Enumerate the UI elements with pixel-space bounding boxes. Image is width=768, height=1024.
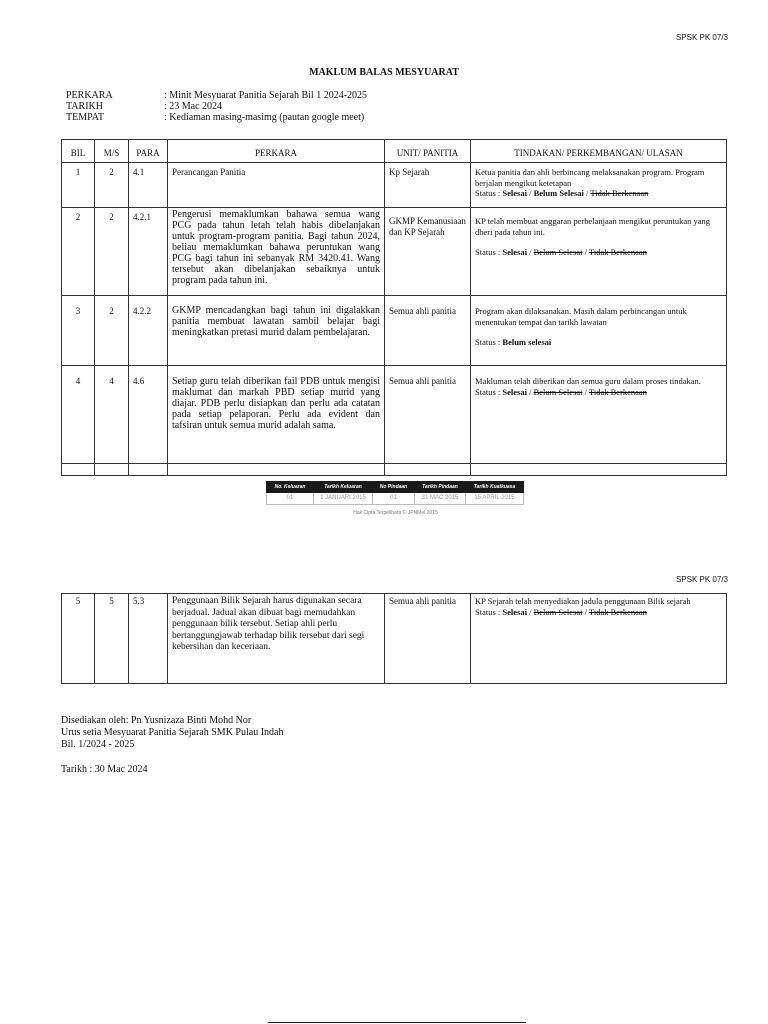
issue-header: No. Keluaran bbox=[267, 482, 314, 493]
issue-value: 31 MAC 2015 bbox=[415, 493, 466, 505]
cell-unit: Semua ahli panitia bbox=[385, 594, 471, 684]
tindakan-text: Ketua panitia dan ahli berbincang melaksanakan program. Program berjalan mengikut ketetapan bbox=[475, 167, 705, 188]
meta-row-tempat bbox=[66, 112, 367, 123]
cell-unit: Kp Sejarah bbox=[385, 163, 471, 208]
issue-header: No Pindaan bbox=[373, 482, 415, 493]
meta-row-perkara bbox=[66, 90, 367, 101]
status-line bbox=[475, 188, 722, 199]
meta-value: : Minit Mesyuarat Panitia Sejarah Bil 1 2024-2025 bbox=[164, 90, 368, 101]
header-perkara: PERKARA bbox=[168, 140, 385, 163]
status-sep: / bbox=[526, 386, 534, 397]
issue-value: 1 JANUARI 2015 bbox=[314, 493, 373, 505]
cell-unit: Semua ahli panitia bbox=[385, 296, 471, 366]
cell-ms: 4 bbox=[95, 366, 129, 464]
header-ms: M/S bbox=[95, 140, 129, 163]
cell-bil: 2 bbox=[62, 208, 95, 296]
status-belum-selesai: Belum Selesai bbox=[533, 606, 583, 617]
cell-ms: 2 bbox=[95, 208, 129, 296]
cell-para: 4.2.2 bbox=[129, 296, 168, 366]
cell-perkara: GKMP mencadangkan bagi tahun ini digalakkan panitia membuat lawatan sambil belajar bagi meningkatkan pretasi murid dalam pembelajaran. bbox=[168, 296, 385, 366]
cell-para: 4.1 bbox=[129, 163, 168, 208]
meeting-number: Bil. 1/2024 - 2025 bbox=[61, 739, 135, 750]
status-prefix: Status : bbox=[475, 188, 503, 198]
document-code: SPSK PK 07/3 bbox=[675, 575, 728, 584]
meta-label: TEMPAT bbox=[66, 112, 104, 123]
table-row-empty bbox=[62, 464, 727, 476]
tindakan-text: Program akan dilaksanakan. Masih dalam perbincangan untuk menentukan tempat dan tarikh lawatan bbox=[475, 306, 687, 327]
copyright-notice: Hak Cipta Terpelihara © JPNMel 2015 bbox=[353, 510, 438, 516]
cell-tindakan bbox=[471, 594, 727, 684]
meta-label: PERKARA bbox=[66, 90, 113, 101]
cell-perkara: Setiap guru telah diberikan fail PDB untuk mengisi maklumat dan markah PBD setiap murid yang diajar. PDB perlu disiapkan dan perlu ada catatan pada setiap pelaporan. Perlu ada evident dan tafsiran untuk semua murid adalah sama. bbox=[168, 366, 385, 464]
issue-header: Tarikh Kuatkuasa bbox=[466, 482, 524, 493]
cell-bil: 5 bbox=[62, 594, 95, 684]
cell-bil: 1 bbox=[62, 163, 95, 208]
cell-unit: GKMP Kemanusiaan dan KP Sejarah bbox=[385, 208, 471, 296]
cell-tindakan bbox=[471, 163, 727, 208]
cell-para: 4.6 bbox=[129, 366, 168, 464]
status-belum-selesai: Belum Selesai bbox=[533, 247, 583, 257]
header-bil: BIL bbox=[62, 140, 95, 163]
table-row bbox=[62, 366, 727, 464]
cell-bil: 3 bbox=[62, 296, 95, 366]
cell-para: 4.2.1 bbox=[129, 208, 168, 296]
status-line bbox=[475, 607, 722, 618]
signature-line bbox=[268, 1022, 526, 1023]
table-row bbox=[62, 296, 727, 366]
cell-perkara: Perancangan Panitia bbox=[168, 163, 385, 208]
cell-ms: 2 bbox=[95, 296, 129, 366]
cell-bil: 4 bbox=[62, 366, 95, 464]
issue-header: Tarikh Keluaran bbox=[314, 482, 373, 493]
cell-perkara: Pengerusi memaklumkan bahawa semua wang PCG pada tahun letah telah habis dibelanjakan untuk program-program panitia. Bagi tahun 2024, beliau memaklumkan bahawa peruntukan wang PCG bagi tahun ini sebanyak RM 3420.41. Wang tersebut akan dibelanjakan sebaiknya untuk program pada tahun ini. bbox=[168, 208, 385, 296]
status-belum-selesai: Belum Selesai bbox=[533, 386, 583, 397]
issue-value-row bbox=[267, 493, 524, 505]
header-unit: UNIT/ PANITIA bbox=[385, 140, 471, 163]
minutes-table-continued bbox=[61, 593, 727, 684]
prepared-by-block bbox=[61, 715, 283, 776]
tindakan-text: Makluman telah diberikan dan semua guru dalam proses tindakan. bbox=[475, 376, 701, 386]
cell-perkara: Penggunaan Bilik Sejarah harus digunakan secara berjadual. Jadual akan dibuat bagi memudahkan penggunaan bilik tersebut. Setiap ahli perlu bertanggungjawab terhadap bilik tersebut dari segi kebersihan dan keceriaan. bbox=[168, 594, 385, 684]
status-prefix: Status : bbox=[475, 386, 503, 397]
meta-label: TARIKH bbox=[66, 101, 103, 112]
document-title: MAKLUM BALAS MESYUARAT bbox=[309, 67, 459, 78]
status-sep: / bbox=[583, 188, 591, 198]
prepared-by: Disediakan oleh: Pn Yusnizaza Binti Mohd Nor bbox=[61, 715, 252, 726]
status-tidak-berkenaan: Tidak Berkenaan bbox=[588, 386, 647, 397]
status-tidak-berkenaan: Tidak Berkenaan bbox=[588, 606, 647, 617]
status-tidak-berkenaan: Tidak Berkenaan bbox=[588, 247, 647, 257]
status-selesai: Selesai bbox=[502, 606, 527, 617]
status-belum-selesai: Belum Selesai bbox=[533, 188, 584, 198]
issue-value: 01 bbox=[373, 493, 415, 505]
status-selesai: Selesai bbox=[502, 247, 527, 257]
minutes-table bbox=[61, 139, 727, 476]
tindakan-text: KP Sejarah telah menyediakan jadula penggunaan Bilik sejarah bbox=[475, 596, 691, 606]
secretariat: Urus setia Mesyuarat Panitia Sejarah SMK Pulau Indah bbox=[61, 727, 284, 738]
issue-header: Tarikh Pindaan bbox=[415, 482, 466, 493]
table-row bbox=[62, 208, 727, 296]
cell-tindakan bbox=[471, 208, 727, 296]
meta-row-tarikh bbox=[66, 101, 367, 112]
status-sep: / bbox=[582, 606, 589, 617]
status-prefix: Status : bbox=[475, 337, 503, 347]
status-sep: / bbox=[526, 247, 534, 257]
status-sep: / bbox=[526, 188, 534, 198]
status-belum: Belum bbox=[502, 337, 527, 347]
meeting-details bbox=[66, 90, 367, 123]
status-sep: / bbox=[582, 386, 589, 397]
status-selesai-word: selesai bbox=[526, 337, 552, 347]
status-prefix: Status : bbox=[475, 606, 503, 617]
status-sep: / bbox=[526, 606, 534, 617]
status-prefix: Status : bbox=[475, 247, 503, 257]
status-line bbox=[475, 247, 722, 258]
cell-ms: 5 bbox=[95, 594, 129, 684]
issue-info-table bbox=[266, 481, 524, 505]
status-line bbox=[475, 387, 722, 398]
issue-header-row bbox=[267, 482, 524, 493]
header-tindakan: TINDAKAN/ PERKEMBANGAN/ ULASAN bbox=[471, 140, 727, 163]
prepared-date: Tarikh : 30 Mac 2024 bbox=[61, 764, 148, 775]
cell-tindakan bbox=[471, 296, 727, 366]
cell-tindakan bbox=[471, 366, 727, 464]
status-selesai: Selesai bbox=[502, 386, 527, 397]
issue-value: 01 bbox=[267, 493, 314, 505]
status-sep: / bbox=[582, 247, 589, 257]
status-line bbox=[475, 337, 722, 348]
table-row bbox=[62, 594, 727, 684]
cell-ms: 2 bbox=[95, 163, 129, 208]
document-code: SPSK PK 07/3 bbox=[675, 33, 728, 42]
table-row bbox=[62, 163, 727, 208]
cell-unit: Semua ahli panitia bbox=[385, 366, 471, 464]
issue-value: 15 APRIL 2015 bbox=[466, 493, 524, 505]
status-tidak-berkenaan: Tidak Berkenaan bbox=[590, 188, 649, 198]
cell-para: 5.3 bbox=[129, 594, 168, 684]
header-para: PARA bbox=[129, 140, 168, 163]
meta-value: : 23 Mac 2024 bbox=[164, 101, 223, 112]
status-selesai: Selesai bbox=[502, 188, 527, 198]
meta-value: : Kediaman masing-masimg (pautan google meet) bbox=[164, 112, 365, 123]
tindakan-text: KP telah membuat anggaran perbelanjaan mengikut peruntukan yang dberi pada tahun ini. bbox=[475, 216, 711, 237]
table-header-row bbox=[62, 140, 727, 163]
